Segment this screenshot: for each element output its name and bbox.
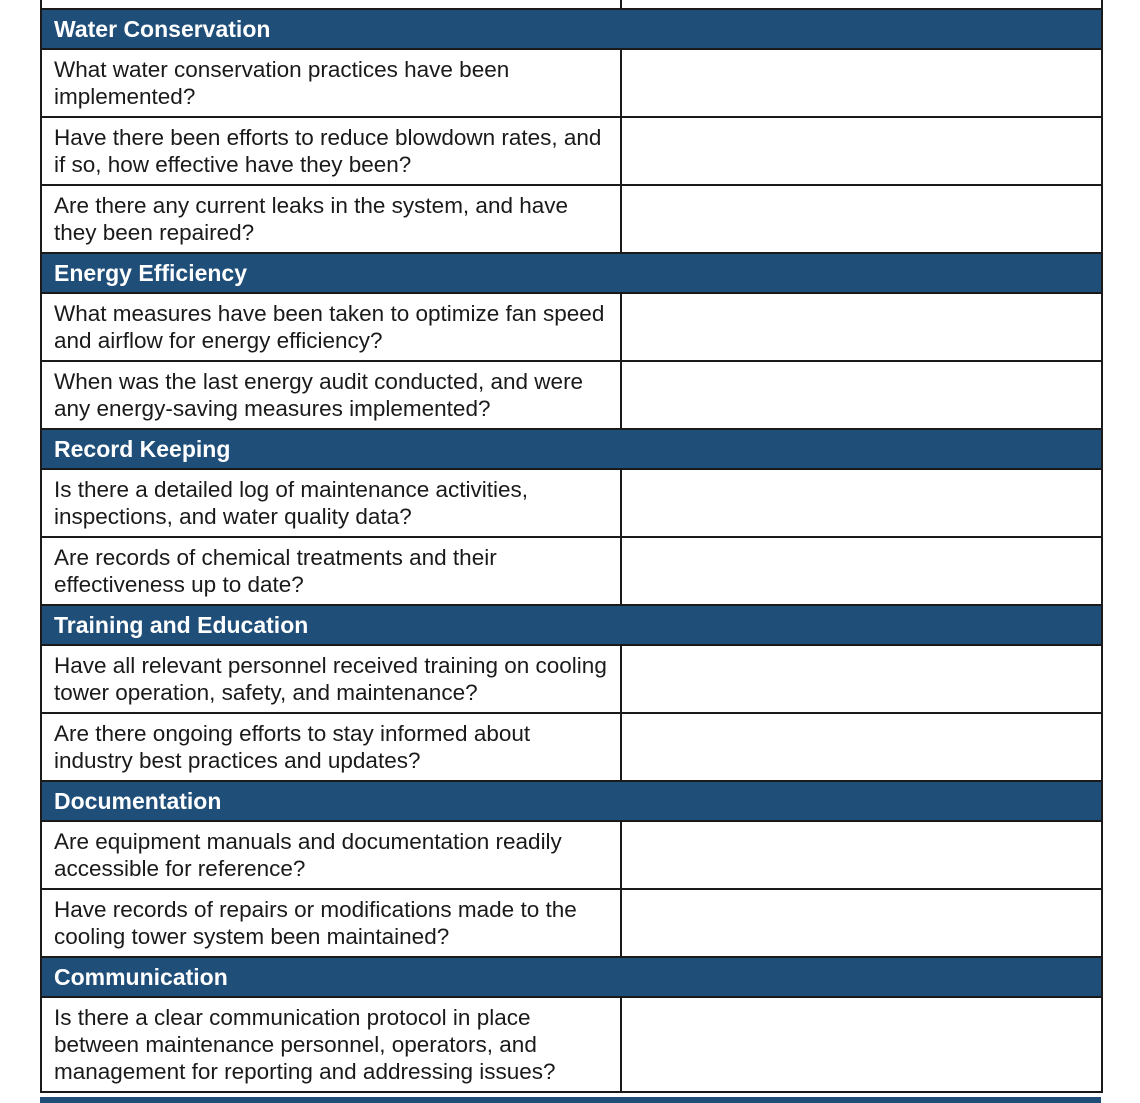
checklist-table (40, 0, 1103, 1093)
section-title: Water Conservation (41, 9, 1102, 49)
answer-cell[interactable] (621, 821, 1102, 889)
question-text: Are there ongoing efforts to stay informed about industry best practices and updates? (41, 713, 621, 781)
answer-cell-cut-off (621, 0, 1102, 9)
question-text: Are equipment manuals and documentation readily accessible for reference? (41, 821, 621, 889)
table-row (41, 713, 1102, 781)
question-text: Have all relevant personnel received training on cooling tower operation, safety, and maintenance? (41, 645, 621, 713)
section-header-communication (41, 957, 1102, 997)
answer-cell[interactable] (621, 49, 1102, 117)
table-row (41, 889, 1102, 957)
section-title: Energy Efficiency (41, 253, 1102, 293)
section-title: Training and Education (41, 605, 1102, 645)
answer-cell[interactable] (621, 469, 1102, 537)
answer-cell[interactable] (621, 185, 1102, 253)
question-text: Are there any current leaks in the system, and have they been repaired? (41, 185, 621, 253)
question-cell-cut-off (41, 0, 621, 9)
answer-cell[interactable] (621, 361, 1102, 429)
question-text: Are records of chemical treatments and their effectiveness up to date? (41, 537, 621, 605)
table-row (41, 645, 1102, 713)
section-title: Communication (41, 957, 1102, 997)
section-header-energy-efficiency (41, 253, 1102, 293)
table-row (41, 117, 1102, 185)
answer-cell[interactable] (621, 713, 1102, 781)
answer-cell[interactable] (621, 889, 1102, 957)
answer-cell[interactable] (621, 293, 1102, 361)
question-text: Have there been efforts to reduce blowdown rates, and if so, how effective have they been? (41, 117, 621, 185)
table-row (41, 293, 1102, 361)
question-text: Is there a detailed log of maintenance activities, inspections, and water quality data? (41, 469, 621, 537)
section-title: Documentation (41, 781, 1102, 821)
table-row (41, 821, 1102, 889)
question-text: Have records of repairs or modifications made to the cooling tower system been maintained? (41, 889, 621, 957)
section-header-water-conservation (41, 9, 1102, 49)
answer-cell[interactable] (621, 645, 1102, 713)
answer-cell[interactable] (621, 997, 1102, 1092)
section-header-training-and-education (41, 605, 1102, 645)
question-text: What water conservation practices have been implemented? (41, 49, 621, 117)
section-title: Record Keeping (41, 429, 1102, 469)
question-text: What measures have been taken to optimize fan speed and airflow for energy efficiency? (41, 293, 621, 361)
table-row (41, 49, 1102, 117)
table-row (41, 997, 1102, 1092)
table-row (41, 537, 1102, 605)
table-row (41, 185, 1102, 253)
table-row-cut-off (41, 0, 1102, 9)
question-text: When was the last energy audit conducted, and were any energy-saving measures implemented? (41, 361, 621, 429)
question-text: Is there a clear communication protocol in place between maintenance personnel, operators, and management for reporting and addressing issues? (41, 997, 621, 1092)
answer-cell[interactable] (621, 537, 1102, 605)
table-row (41, 469, 1102, 537)
section-header-documentation (41, 781, 1102, 821)
section-header-record-keeping (41, 429, 1102, 469)
answer-cell[interactable] (621, 117, 1102, 185)
next-section-header-edge (40, 1097, 1101, 1103)
table-row (41, 361, 1102, 429)
